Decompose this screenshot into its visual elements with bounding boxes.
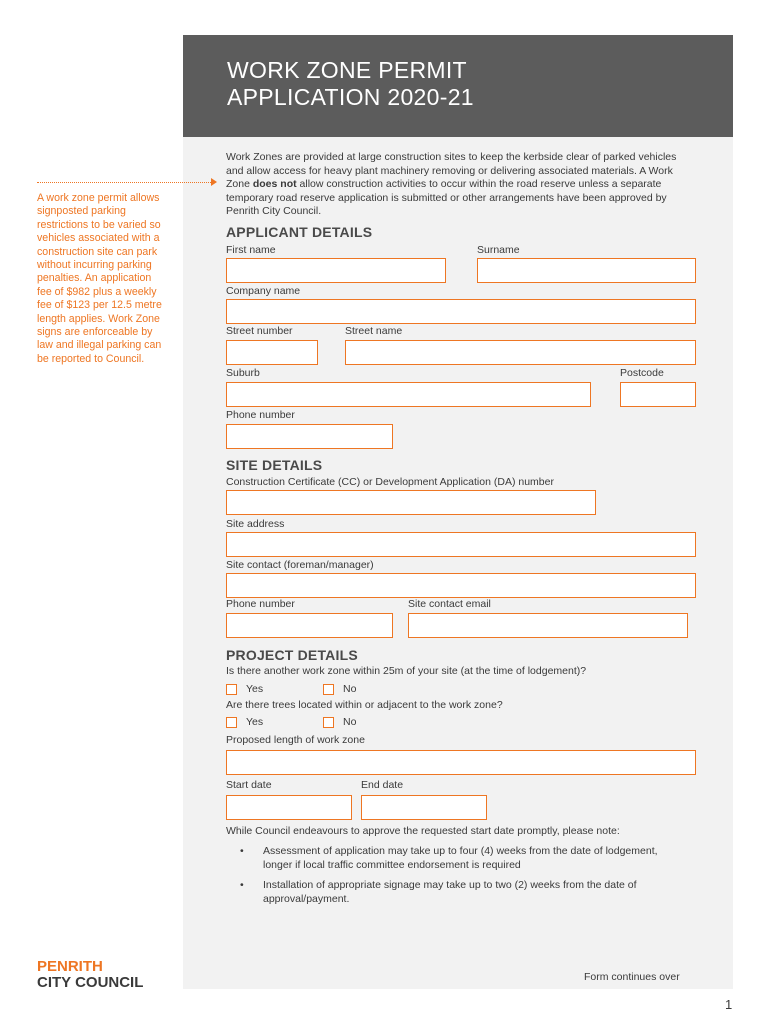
dotted-pointer-line (37, 182, 213, 183)
site-contact-email-field[interactable] (408, 613, 688, 638)
work-zone-yes-label: Yes (246, 683, 264, 695)
site-address-field[interactable] (226, 532, 696, 557)
intro-text: allow construction activities to occur within the road reserve unless a separate temporary road reserve application is submitted or other arrangements have been approved by Penrith City Council. (226, 178, 667, 217)
company-name-field[interactable] (226, 299, 696, 324)
first-name-label: First name (226, 244, 276, 256)
sidenote: A work zone permit allows signposted parking restrictions to be varied so vehicles associated with a construction site can park without incurring parking penalties. An application fee of $982 plus a weekly fee of $123 per 12.5 metre length applies. Work Zone signs are enforceable by law and illegal parking can be reported to Council. (37, 192, 162, 365)
page-number: 1 (725, 997, 733, 1012)
trees-no-label: No (343, 716, 357, 728)
street-name-label: Street name (345, 325, 403, 337)
site-contact-email-label: Site contact email (408, 598, 491, 610)
work-zone-question: Is there another work zone within 25m of your site (at the time of lodgement)? (226, 665, 587, 677)
site-phone-label: Phone number (226, 598, 295, 610)
postcode-label: Postcode (620, 367, 664, 379)
intro-text: Work Zones are provided at large construction sites to keep the kerbside clear of parked vehicles and allow access for heavy plant machinery removing or delivering associated materials. A Work Zone (226, 151, 677, 190)
start-date-label: Start date (226, 779, 272, 791)
note-text: While Council endeavours to approve the requested start date promptly, please note: (226, 825, 620, 837)
trees-yes-label: Yes (246, 716, 264, 728)
header-band (183, 35, 733, 137)
street-number-label: Street number (226, 325, 293, 337)
trees-yes-checkbox[interactable] (226, 717, 237, 728)
applicant-phone-label: Phone number (226, 409, 295, 421)
work-zone-no-checkbox[interactable] (323, 684, 334, 695)
note-bullet: Assessment of application may take up to four (4) weeks from the date of lodgement, longer if local traffic committee endorsement is required (263, 845, 658, 871)
site-contact-field[interactable] (226, 573, 696, 598)
proposed-length-label: Proposed length of work zone (226, 734, 365, 746)
bullet-icon: • (240, 879, 244, 891)
trees-no-checkbox[interactable] (323, 717, 334, 728)
intro-paragraph (226, 151, 696, 219)
cc-da-number-label: Construction Certificate (CC) or Development Application (DA) number (226, 476, 554, 488)
bullet-icon: • (240, 845, 244, 857)
surname-label: Surname (477, 244, 520, 256)
trees-question: Are there trees located within or adjacent to the work zone? (226, 699, 503, 711)
site-contact-label: Site contact (foreman/manager) (226, 559, 374, 571)
page-title: WORK ZONE PERMIT APPLICATION 2020-21 (227, 57, 474, 110)
end-date-label: End date (361, 779, 404, 791)
postcode-field[interactable] (620, 382, 696, 407)
intro-bold-text: does not (252, 178, 297, 190)
site-details-heading: SITE DETAILS (226, 457, 323, 473)
pointer-arrow-icon (211, 178, 217, 186)
applicant-phone-field[interactable] (226, 424, 393, 449)
proposed-length-field[interactable] (226, 750, 696, 775)
company-name-label: Company name (226, 285, 301, 297)
note-bullet: Installation of appropriate signage may take up to two (2) weeks from the date of approval/payment. (263, 879, 637, 905)
suburb-label: Suburb (226, 367, 260, 379)
cc-da-number-field[interactable] (226, 490, 596, 515)
project-details-heading: PROJECT DETAILS (226, 647, 358, 663)
council-logo (37, 959, 143, 991)
start-date-field[interactable] (226, 795, 352, 820)
applicant-details-heading: APPLICANT DETAILS (226, 224, 373, 240)
work-zone-yes-checkbox[interactable] (226, 684, 237, 695)
site-address-label: Site address (226, 518, 285, 530)
form-continues-text: Form continues over (584, 971, 680, 983)
site-phone-field[interactable] (226, 613, 393, 638)
work-zone-no-label: No (343, 683, 357, 695)
end-date-field[interactable] (361, 795, 487, 820)
street-number-field[interactable] (226, 340, 318, 365)
logo-line-2: CITY COUNCIL (37, 974, 144, 991)
first-name-field[interactable] (226, 258, 446, 283)
logo-line-1: PENRITH (37, 958, 103, 975)
suburb-field[interactable] (226, 382, 591, 407)
street-name-field[interactable] (345, 340, 696, 365)
surname-field[interactable] (477, 258, 696, 283)
